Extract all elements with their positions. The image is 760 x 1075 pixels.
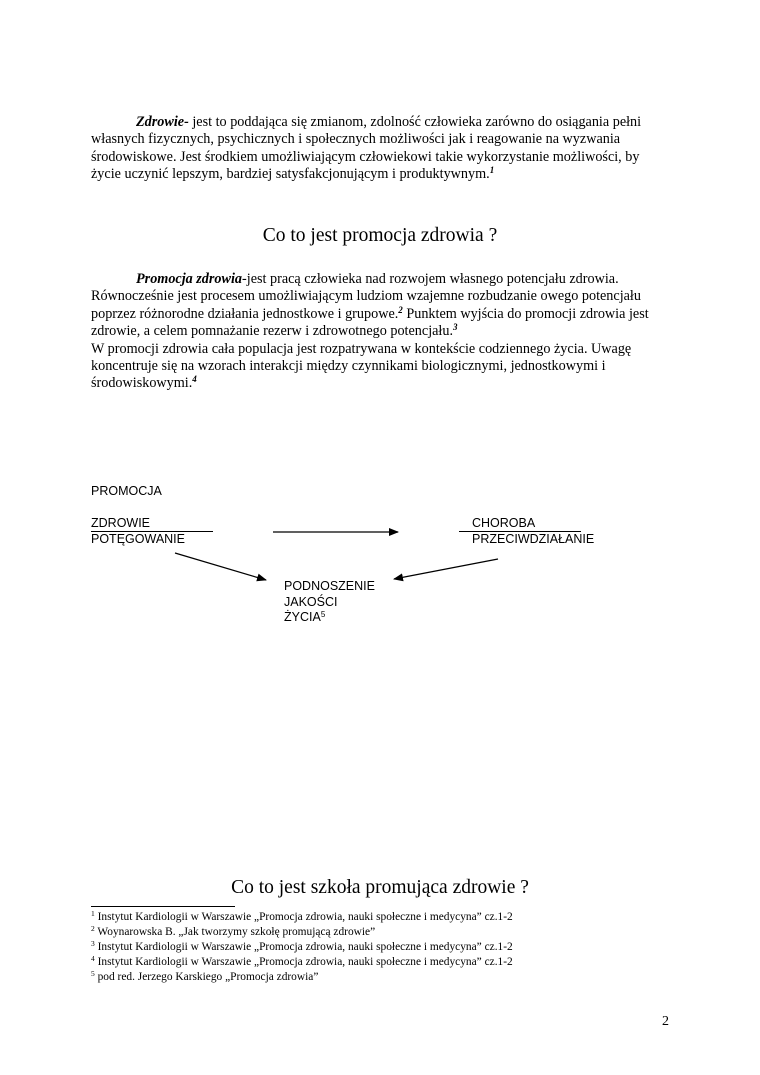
footnote-text: pod red. Jerzego Karskiego „Promocja zdrowia” bbox=[97, 971, 319, 983]
diagram-label-potegowanie: POTĘGOWANIE bbox=[91, 532, 185, 546]
diagram-label-promocja: PROMOCJA bbox=[91, 484, 162, 498]
term-promocja-zdrowia: Promocja zdrowia bbox=[136, 271, 243, 287]
intro-paragraph bbox=[91, 114, 671, 184]
arrow-from-left bbox=[175, 553, 266, 580]
footnote bbox=[91, 910, 691, 925]
heading-promocja: Co to jest promocja zdrowia ? bbox=[262, 225, 498, 246]
footnote-ref-4[interactable]: 4 bbox=[192, 374, 197, 385]
footnote-number: 4 bbox=[91, 954, 95, 963]
footnote bbox=[91, 970, 691, 985]
diagram-label-zycia: ŻYCIA bbox=[284, 610, 321, 624]
diagram-label-jakosci: JAKOŚCI bbox=[284, 595, 338, 609]
footnote-text: Instytut Kardiologii w Warszawie „Promocja zdrowia, nauki społeczne i medycyna” cz.1-2 bbox=[97, 911, 513, 923]
footnote-ref-5[interactable]: 5 bbox=[320, 610, 326, 619]
term-zdrowie: Zdrowie- bbox=[136, 114, 189, 130]
footnote-separator bbox=[91, 906, 235, 907]
diagram-label-podnoszenie: PODNOSZENIE bbox=[284, 579, 375, 593]
footnote-number: 3 bbox=[91, 939, 95, 948]
footnote-ref-1[interactable]: 1 bbox=[489, 165, 495, 176]
footnote-number: 5 bbox=[91, 969, 95, 978]
promo-text-2: Punktem wyjścia do promocji zdrowia jest zdrowie, a celem pomnażanie rezerw i zdrowotnego potencjału. bbox=[91, 305, 649, 340]
diagram-label-choroba: CHOROBA bbox=[472, 516, 536, 530]
footnote-text: Woynarowska B. „Jak tworzymy szkołę promującą zdrowie” bbox=[97, 926, 376, 938]
footnote-number: 2 bbox=[91, 924, 95, 933]
footnote bbox=[91, 940, 691, 955]
footnote bbox=[91, 925, 691, 940]
footnotes bbox=[91, 910, 691, 985]
promo-text-1: -jest pracą człowieka nad rozwojem własnego potencjału zdrowia. Równocześnie jest procesem umożliwiającym ludziom wzajemne rozbudzanie owego potencjału poprzez różnorodne działania jednostkowe i grupowe. bbox=[91, 271, 641, 322]
footnote-text: Instytut Kardiologii w Warszawie „Promocja zdrowia, nauki społeczne i medycyna” cz.1-2 bbox=[97, 941, 513, 953]
footnote-ref-2[interactable]: 2 bbox=[398, 304, 403, 315]
diagram-label-przeciwdzialanie: PRZECIWDZIAŁANIE bbox=[472, 532, 595, 546]
intro-text: jest to poddająca się zmianom, zdolność człowieka zarówno do osiągania pełni własnych fizycznych, psychicznych i społecznych możliwości jak i reagowanie na wyzwania środowiskowe. Jest środkiem umożliwiającym człowiekowi takie wykorzystanie możliwości, by życie uczynić lepszym, bardziej satysfakcjonującym i produktywnym. bbox=[91, 114, 642, 183]
heading-szkola: Co to jest szkoła promująca zdrowie ? bbox=[231, 877, 529, 898]
footnote-ref-3[interactable]: 3 bbox=[453, 322, 458, 333]
footnote bbox=[91, 955, 691, 970]
arrow-from-right bbox=[394, 559, 498, 579]
promo-paragraph bbox=[91, 271, 671, 393]
footnote-number: 1 bbox=[91, 909, 95, 918]
diagram-label-zycia-wrap bbox=[284, 609, 325, 625]
footnote-text: Instytut Kardiologii w Warszawie „Promocja zdrowia, nauki społeczne i medycyna” cz.1-2 bbox=[97, 956, 513, 968]
promo-text-3: W promocji zdrowia cała populacja jest rozpatrywana w kontekście codziennego życia. Uwagę koncentruje się na wzorach interakcji między czynnikami biologicznymi, jednostkowymi i środowiskowymi. bbox=[91, 340, 632, 392]
page-number: 2 bbox=[662, 1014, 669, 1029]
diagram-label-zdrowie: ZDROWIE bbox=[91, 516, 151, 530]
